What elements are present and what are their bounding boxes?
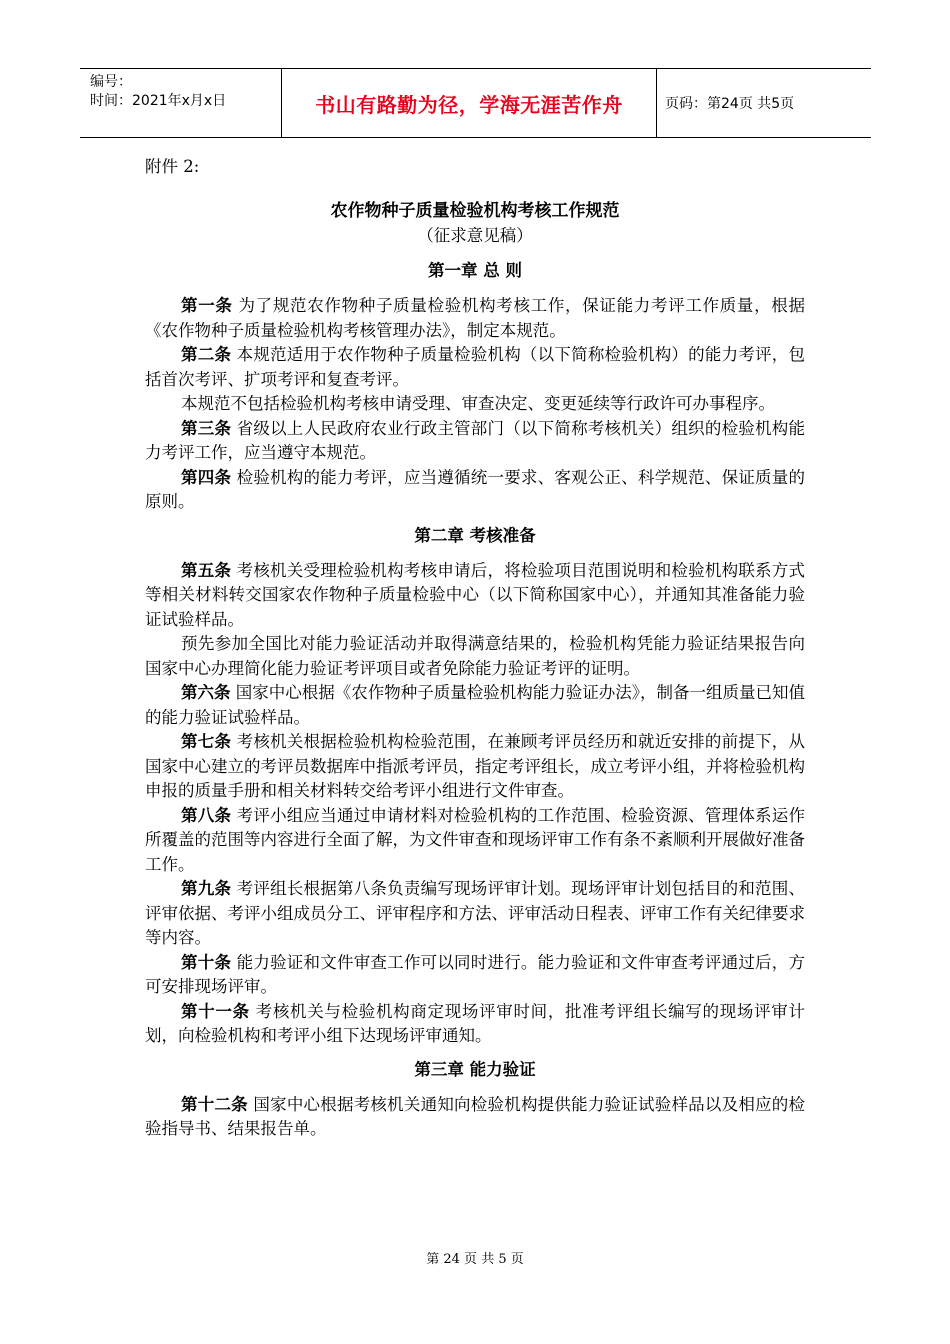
document-subtitle: （征求意见稿）	[417, 225, 533, 245]
article-6	[145, 681, 805, 730]
document-title: 农作物种子质量检验机构考核工作规范	[330, 200, 620, 221]
article-1	[145, 294, 805, 343]
article-label: 第七条	[181, 732, 232, 751]
header-meta-cell	[80, 69, 282, 137]
article-label: 第四条	[181, 467, 232, 487]
article-9	[145, 877, 805, 951]
article-label: 第五条	[181, 560, 232, 580]
article-2-note: 本规范不包括检验机构考核申请受理、审查决定、变更延续等行政许可办事程序。	[181, 394, 775, 413]
article-2	[145, 343, 805, 392]
document-body	[145, 155, 805, 1142]
article-text: 本规范适用于农作物种子质量检验机构（以下简称检验机构）的能力考评，包括首次考评、扩项考评和复查考评。	[145, 345, 805, 389]
article-text: 考核机关与检验机构商定现场评审时间，批准考评组长编写的现场评审计划，向检验机构和考评小组下达现场评审通知。	[145, 1001, 805, 1045]
article-label: 第九条	[181, 879, 232, 898]
chapter-3-title: 第三章 能力验证	[414, 1059, 536, 1079]
article-text: 考核机关根据检验机构检验范围，在兼顾考评员经历和就近安排的前提下，从国家中心建立的考评员数据库中指派考评员，指定考评组长，成立考评小组，并将检验机构申报的质量手册和相关材料转交给考评小组进行文件审查。	[145, 732, 805, 800]
article-text: 省级以上人民政府农业行政主管部门（以下简称考核机关）组织的检验机构能力考评工作，应当遵守本规范。	[145, 418, 805, 462]
article-10	[145, 951, 805, 1000]
article-label: 第六条	[181, 683, 231, 702]
article-label: 第十二条	[181, 1094, 248, 1114]
article-text: 考核机关受理检验机构考核申请后，将检验项目范围说明和检验机构联系方式等相关材料转交国家农作物种子质量检验中心（以下简称国家中心），并通知其准备能力验证试验样品。	[145, 560, 805, 629]
article-5	[145, 559, 805, 633]
article-text: 为了规范农作物种子质量检验机构考核工作，保证能力考评工作质量，根据《农作物种子质量检验机构考核管理办法》，制定本规范。	[145, 296, 805, 340]
article-text: 能力验证和文件审查工作可以同时进行。能力验证和文件审查考评通过后，方可安排现场评审。	[145, 952, 805, 996]
page-footer: 第 24 页 共 5 页	[426, 1252, 524, 1267]
article-text: 考评组长根据第八条负责编写现场评审计划。现场评审计划包括目的和范围、评审依据、考评小组成员分工、评审程序和方法、评审活动日程表、评审工作有关纪律要求等内容。	[145, 879, 805, 947]
chapter-1-title: 第一章 总 则	[428, 261, 522, 280]
article-8	[145, 804, 805, 878]
article-12	[145, 1093, 805, 1142]
article-11	[145, 1000, 805, 1049]
article-label: 第十条	[181, 952, 232, 972]
article-label: 第三条	[181, 418, 232, 438]
header-time-label: 时间：2021年x月x日	[90, 93, 227, 109]
article-4	[145, 466, 805, 515]
article-label: 第一条	[181, 296, 233, 315]
article-5-note: 预先参加全国比对能力验证活动并取得满意结果的，检验机构凭能力验证结果报告向国家中心办理简化能力验证考评项目或者免除能力验证考评的证明。	[145, 634, 805, 678]
article-label: 第八条	[181, 805, 232, 825]
attachment-label: 附件 2:	[145, 157, 200, 176]
article-label: 第二条	[181, 345, 232, 364]
header-number-label: 编号：	[90, 74, 132, 90]
article-7	[145, 730, 805, 804]
document-header	[80, 68, 871, 138]
article-text: 国家中心根据考核机关通知向检验机构提供能力验证试验样品以及相应的检验指导书、结果报告单。	[145, 1094, 806, 1138]
article-text: 考评小组应当通过申请材料对检验机构的工作范围、检验资源、管理体系运作所覆盖的范围等内容进行全面了解，为文件审查和现场评审工作有条不紊顺利开展做好准备工作。	[145, 805, 805, 874]
header-page-info: 页码：第24页 共5页	[665, 96, 795, 112]
article-3	[145, 417, 805, 466]
article-label: 第十一条	[181, 1001, 250, 1021]
article-text: 国家中心根据《农作物种子质量检验机构能力验证办法》，制备一组质量已知值的能力验证试验样品。	[145, 683, 805, 727]
chapter-2-title: 第二章 考核准备	[414, 525, 536, 545]
header-motto: 书山有路勤为径，学海无涯苦作舟	[282, 69, 657, 137]
article-text: 检验机构的能力考评，应当遵循统一要求、客观公正、科学规范、保证质量的原则。	[145, 467, 805, 511]
